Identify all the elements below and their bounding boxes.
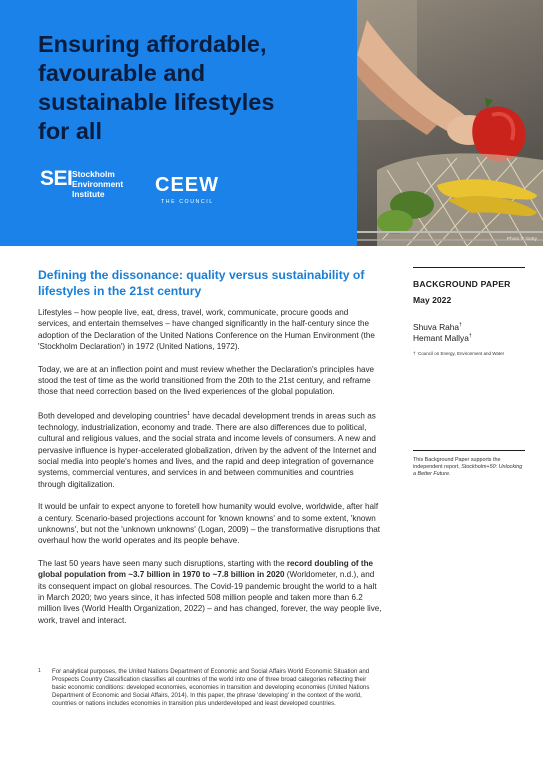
cover-banner [0,0,543,246]
footnote-text: For analytical purposes, the United Nations Department of Economic and Social Affairs World Economic Situation and Prospects Country Classification classifies all countries of the world into one of three broad categories reflecting their basic economic conditions: developed economies, economies in transition and developing economies (United Nations Department of Economic and Social Affairs, 2014). In this paper, the phrase 'developing' in the context of the world, countries or nations includes economies in transition plus underdeveloped and least developed countries. [52,668,370,707]
photo-credit: Photo © Getty [506,237,537,242]
title-line: sustainable lifestyles [38,89,275,115]
document-type: BACKGROUND PAPER [413,279,511,289]
author-name-text: Shuva Raha [413,322,460,332]
sidebar-divider [413,267,525,268]
ceew-logo-mark: CEEW [155,174,219,196]
sei-logo-line: Environment [72,179,124,189]
affiliation-mark: † [413,351,416,356]
paragraph: It would be unfair to expect anyone to foretell how humanity would evolve, worldwide, after half a century. Scenario-based projections account for 'known knowns' and to some extent, 'known unknowns', but not the 'unknown unknowns' (Logan, 2009) – the transformative disruptions that overhaul how the world operates and its people behave. [38,502,381,546]
author-affiliation [413,351,504,356]
paragraph [38,558,382,626]
paragraph-text: Both developed and developing countries [38,411,188,421]
affiliation-text: Council on Energy, Environment and Water [418,351,505,356]
document-title [38,30,338,146]
paragraph-text: (Worldometer, n.d.), and its consequent impact on global resources. The Covid-19 pandemic brought the world to a halt in March 2020; two years since, it has infected 508 million people and taken more than 6.2 million lives (World Health Organization, 2022) – and has changed, forever, the way people live, work, travel and interact. [38,570,382,625]
ceew-logo-subtitle: THE COUNCIL [161,199,214,205]
footnote-number: 1 [38,668,41,674]
title-line: Ensuring affordable, [38,31,267,57]
report-title: Stockholm+50: Unlocking a Better Future [413,464,523,478]
affiliation-mark: † [468,333,472,340]
report-note [413,457,525,479]
publication-date: May 2022 [413,295,452,305]
title-line: for all [38,118,102,144]
section-heading: Defining the dissonance: quality versus sustainability of lifestyles in the 21st century [38,268,365,298]
author-name [413,322,462,332]
title-line: favourable and [38,60,206,86]
ceew-logo [155,174,235,208]
sei-logo-line: Stockholm [72,169,115,179]
report-note-text: This Background Paper supports the independent report, [413,457,501,471]
shopping-bag-illustration [357,0,543,246]
emphasis-text: record doubling of the global population from ~3.7 billion in 1970 to ~7.8 billion in 2020 [38,559,374,580]
body-text [38,307,382,637]
sei-logo [40,168,135,206]
sei-logo-mark: SEI [40,167,73,190]
cover-photo [357,0,543,246]
paragraph-text: have decadal development trends in areas such as technology, industrialization, economy and trade. There are also differences due to political, cultural and religious values, and the social strata and income levels of consumers. A new and pervasive influence is hyper-accelerated globalization, driven by the advent of the Internet and social media into people's homes and lives, and the rapid and deep integration of governance systems, commercial ventures, and services in and between communities and countries through digitalization. [38,411,377,489]
sidebar-divider [413,450,525,451]
affiliation-mark: † [459,322,462,329]
report-note-text: . [448,471,451,478]
sei-logo-text [72,169,123,199]
paragraph-text: The last 50 years have seen many such disruptions, starting with the [38,559,287,569]
author-name [413,333,472,343]
footnote-reference[interactable]: 1 [187,411,191,418]
sei-logo-line: Institute [72,189,105,199]
author-name-text: Hemant Mallya [413,333,469,343]
paragraph: Lifestyles – how people live, eat, dress, travel, work, communicate, procure goods and services, and entertain themselves – have changed significantly in the half-century since the adoption of the Declaration of the United Nations Conference on the Human Environment (the 'Stockholm Declaration') in 1972 (United Nations, 1972). [38,308,375,351]
paragraph: Today, we are at an inflection point and must review whether the Declaration's principles have stood the test of time as the world transitioned from the 20th to the 21st century, and reframe those that need correction based on the lived experiences of the global population. [38,364,375,397]
paragraph [38,409,382,490]
